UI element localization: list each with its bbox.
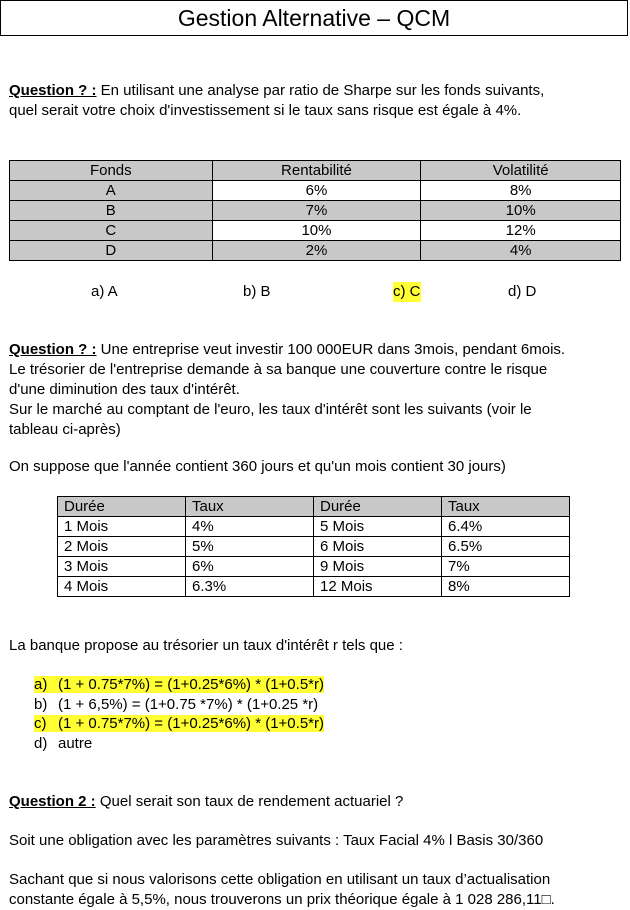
table-row [58,537,570,557]
q3-valuation-line2: constante égale à 5,5%, nous trouverons un prix théorique égale à 1 028 286,11□. [9,891,555,908]
table-header: Fonds [10,161,213,181]
table-cell: 2% [212,241,421,261]
option-highlight [34,715,324,732]
table-cell: 6% [212,181,421,201]
q1-text [9,81,621,121]
table-cell: 5% [186,537,314,557]
q2-line3: d'une diminution des taux d'intérêt. [9,381,240,398]
table-cell: 4 Mois [58,577,186,597]
option-text: (1 + 0.75*7%) = (1+0.25*6%) * (1+0.5*r) [58,676,324,693]
table-cell: 6.3% [186,577,314,597]
q3-valuation [9,870,621,910]
q2-option-a [34,675,324,695]
table-cell: 10% [212,221,421,241]
table-row [10,201,621,221]
q3-text [9,792,621,812]
table-cell: D [10,241,213,261]
table-header: Volatilité [421,161,621,181]
table-row [58,517,570,537]
q2-line5: tableau ci-après) [9,421,121,438]
table-header-row [10,161,621,181]
table-cell: 8% [442,577,570,597]
table-row [10,181,621,201]
q1-line1: En utilisant une analyse par ratio de Sharpe sur les fonds suivants, [96,82,545,99]
q2-label: Question ? : [9,341,97,358]
q3-label: Question 2 : [9,793,96,810]
funds-table [9,160,621,261]
q1-choice-b: b) B [243,283,271,300]
q2-text [9,340,621,440]
q2-option-b [34,695,318,715]
table-header-row [58,497,570,517]
option-key: d) [34,735,48,752]
table-header: Durée [58,497,186,517]
table-cell: 8% [421,181,621,201]
table-cell: 7% [442,557,570,577]
option-text: autre [58,735,93,752]
table-cell: 9 Mois [314,557,442,577]
option-text: (1 + 0.75*7%) = (1+0.25*6%) * (1+0.5*r) [58,715,324,732]
q2-option-d [34,734,92,754]
q2-assumption: On suppose que l'année contient 360 jours et qu'un mois contient 30 jours) [9,458,506,475]
option-key: b) [34,696,48,713]
q3-valuation-line1: Sachant que si nous valorisons cette obligation en utilisant un taux d’actualisation [9,871,551,888]
rates-table [57,496,570,597]
table-cell: 4% [421,241,621,261]
table-cell: 4% [186,517,314,537]
table-cell: 10% [421,201,621,221]
q2-line1: Une entreprise veut investir 100 000EUR dans 3mois, pendant 6mois. [96,341,566,358]
table-header: Rentabilité [212,161,421,181]
table-cell: 7% [212,201,421,221]
table-cell: 6.4% [442,517,570,537]
q1-line2: quel serait votre choix d'investissement si le taux sans risque est égale à 4%. [9,102,522,119]
table-cell: A [10,181,213,201]
q2-proposal: La banque propose au trésorier un taux d'intérêt r tels que : [9,637,403,654]
q1-choice-a: a) A [91,283,118,300]
q2-line4: Sur le marché au comptant de l'euro, les taux d'intérêt sont les suivants (voir le [9,401,532,418]
table-cell: 12 Mois [314,577,442,597]
table-cell: 3 Mois [58,557,186,577]
table-cell: 6.5% [442,537,570,557]
table-cell: 6% [186,557,314,577]
page-title: Gestion Alternative – QCM [0,0,628,36]
option-highlight [34,676,324,693]
option-text: (1 + 6,5%) = (1+0.75 *7%) * (1+0.25 *r) [58,696,319,713]
table-cell: B [10,201,213,221]
table-cell: 5 Mois [314,517,442,537]
table-cell: 12% [421,221,621,241]
table-row [58,577,570,597]
option-key: c) [34,715,47,732]
table-header: Taux [442,497,570,517]
table-cell: 2 Mois [58,537,186,557]
table-row [58,557,570,577]
q3-question: Quel serait son taux de rendement actuariel ? [95,793,404,810]
table-cell: C [10,221,213,241]
q1-label: Question ? : [9,82,97,99]
q3-params: Soit une obligation avec les paramètres suivants : Taux Facial 4% l Basis 30/360 [9,832,544,849]
table-row [10,221,621,241]
q1-choice-c: c) C [393,283,421,300]
table-header: Durée [314,497,442,517]
q1-choice-d: d) D [508,283,537,300]
q2-option-c [34,714,324,734]
q2-line2: Le trésorier de l'entreprise demande à sa banque une couverture contre le risque [9,361,548,378]
table-cell: 6 Mois [314,537,442,557]
option-key: a) [34,676,48,693]
table-row [10,241,621,261]
table-header: Taux [186,497,314,517]
table-cell: 1 Mois [58,517,186,537]
